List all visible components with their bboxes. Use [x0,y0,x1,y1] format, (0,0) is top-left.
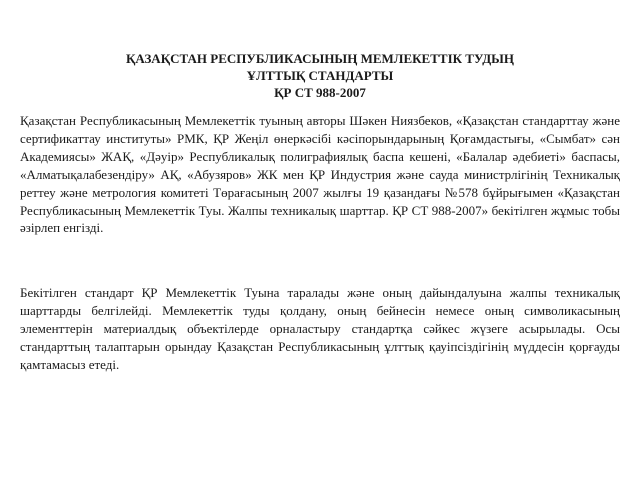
document-title [0,50,640,101]
title-line-1: ҚАЗАҚСТАН РЕСПУБЛИКАСЫНЫҢ МЕМЛЕКЕТТІК ТУДЫҢ [125,51,515,66]
paragraph-authors: Қазақстан Республикасының Мемлекеттік туының авторы Шәкен Ниязбеков, «Қазақстан стандарттау және сертификаттау институты» РМК, ҚР Жеңіл өнеркәсібі кәсіпорындарының Қоғамдастығы, «Сымбат» сән Академиясы» ЖАҚ, «Дәуір» Республикалық полиграфиялық баспа кешені, «Балалар әдебиеті» баспасы, «Алматықалабезендіру» АҚ, «Абузяров» ЖК мен ҚР Индустрия және сауда министрлігінің Техникалық реттеу және метрология комитеті Төрағасының 2007 жылғы 19 қазандағы №578 бұйрығымен «Қазақстан Республикасының Мемлекеттік Туы. Жалпы техникалық шарттар. ҚР СТ 988-2007» бекітілген жұмыс тобы әзірлеп енгізді. [20,113,620,236]
paragraph-scope: Бекітілген стандарт ҚР Мемлекеттік Туына таралады және оның дайындалуына жалпы техникалық шарттарды белгілейді. Мемлекеттік туды қолдану, оның бейнесін немесе оның символикасының элементтерін материалдық объектілерде орналастыру стандартқа сәйкес жүзеге асырылады. Осы стандарттың талаптарын орындау Қазақстан Республикасының ұлттық қауіпсіздігінің мүддесін қорғауды қамтамасыз етеді. [20,285,620,372]
title-line-2: ҰЛТТЫҚ СТАНДАРТЫ [246,68,394,83]
title-line-3: ҚР СТ 988-2007 [274,85,366,100]
